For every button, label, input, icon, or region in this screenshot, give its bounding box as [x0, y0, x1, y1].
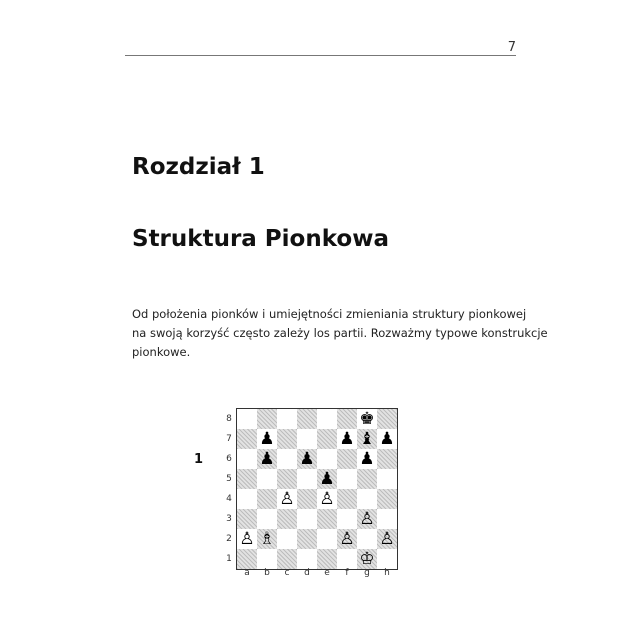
white-pawn-icon: ♙ — [359, 509, 375, 529]
square-b5 — [257, 469, 277, 489]
white-pawn-icon: ♙ — [379, 529, 395, 549]
square-g4 — [357, 489, 377, 509]
rank-label: 2 — [226, 534, 232, 544]
rank-label: 5 — [226, 474, 232, 484]
black-pawn-icon: ♟ — [359, 449, 375, 469]
chess-diagram — [222, 408, 398, 586]
square-f1 — [337, 549, 357, 569]
square-e6 — [317, 449, 337, 469]
file-label: a — [244, 568, 250, 578]
square-h8 — [377, 409, 397, 429]
square-e2 — [317, 529, 337, 549]
square-h3 — [377, 509, 397, 529]
chapter-title: Struktura Pionkowa — [132, 226, 389, 252]
square-a1 — [237, 549, 257, 569]
body-paragraph — [132, 305, 548, 362]
square-h5 — [377, 469, 397, 489]
square-g2 — [357, 529, 377, 549]
diagram-number: 1 — [194, 452, 204, 467]
chessboard — [236, 408, 398, 570]
white-pawn-icon: ♙ — [239, 529, 255, 549]
black-pawn-icon: ♟ — [379, 429, 395, 449]
rank-label: 6 — [226, 454, 232, 464]
square-a8 — [237, 409, 257, 429]
black-bishop-icon: ♝ — [359, 429, 375, 449]
rank-label: 1 — [226, 554, 232, 564]
file-label: e — [324, 568, 330, 578]
square-c8 — [277, 409, 297, 429]
square-d4 — [297, 489, 317, 509]
white-pawn-icon: ♙ — [319, 489, 335, 509]
black-pawn-icon: ♟ — [299, 449, 315, 469]
square-e7 — [317, 429, 337, 449]
black-pawn-icon: ♟ — [339, 429, 355, 449]
square-d2 — [297, 529, 317, 549]
square-f6 — [337, 449, 357, 469]
black-king-icon: ♚ — [359, 409, 375, 429]
body-line: pionkowe. — [132, 345, 191, 359]
square-e1 — [317, 549, 337, 569]
file-label: c — [284, 568, 290, 578]
square-c6 — [277, 449, 297, 469]
square-d8 — [297, 409, 317, 429]
black-pawn-icon: ♟ — [259, 449, 275, 469]
white-pawn-icon: ♙ — [279, 489, 295, 509]
square-d1 — [297, 549, 317, 569]
white-bishop-icon: ♗ — [259, 529, 275, 549]
square-a4 — [237, 489, 257, 509]
body-line: Od położenia pionków i umiejętności zmieniania struktury pionkowej — [132, 307, 527, 321]
black-pawn-icon: ♟ — [319, 469, 335, 489]
rank-label: 8 — [226, 414, 232, 424]
page-number: 7 — [507, 40, 516, 55]
square-b1 — [257, 549, 277, 569]
white-pawn-icon: ♙ — [339, 529, 355, 549]
file-label: f — [345, 568, 349, 578]
square-f5 — [337, 469, 357, 489]
square-c2 — [277, 529, 297, 549]
square-f4 — [337, 489, 357, 509]
square-b4 — [257, 489, 277, 509]
square-d7 — [297, 429, 317, 449]
square-c5 — [277, 469, 297, 489]
square-h1 — [377, 549, 397, 569]
square-e3 — [317, 509, 337, 529]
header-rule — [125, 55, 516, 56]
rank-label: 4 — [226, 494, 232, 504]
square-e8 — [317, 409, 337, 429]
rank-label: 7 — [226, 434, 232, 444]
square-b3 — [257, 509, 277, 529]
white-king-icon: ♔ — [359, 549, 375, 569]
square-c1 — [277, 549, 297, 569]
square-c7 — [277, 429, 297, 449]
square-c3 — [277, 509, 297, 529]
square-d3 — [297, 509, 317, 529]
square-b8 — [257, 409, 277, 429]
black-pawn-icon: ♟ — [259, 429, 275, 449]
file-label: b — [264, 568, 270, 578]
square-a5 — [237, 469, 257, 489]
square-d5 — [297, 469, 317, 489]
square-a7 — [237, 429, 257, 449]
square-f8 — [337, 409, 357, 429]
square-f3 — [337, 509, 357, 529]
square-g5 — [357, 469, 377, 489]
square-h6 — [377, 449, 397, 469]
chapter-label: Rozdział 1 — [132, 154, 265, 180]
file-label: d — [304, 568, 310, 578]
rank-label: 3 — [226, 514, 232, 524]
square-a3 — [237, 509, 257, 529]
square-h4 — [377, 489, 397, 509]
file-label: g — [364, 568, 370, 578]
square-a6 — [237, 449, 257, 469]
file-label: h — [384, 568, 390, 578]
body-line: na swoją korzyść często zależy los partii. Rozważmy typowe konstrukcje — [132, 326, 548, 340]
